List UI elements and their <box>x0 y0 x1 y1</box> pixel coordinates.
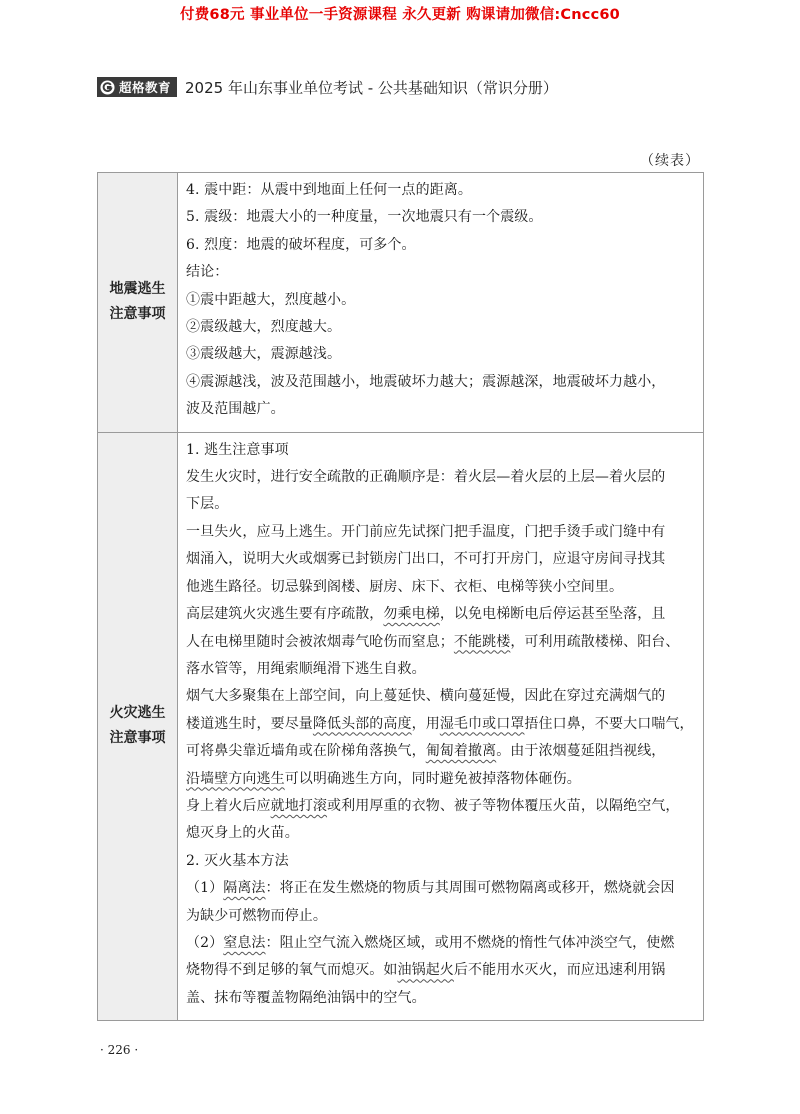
row-label-line: 注意事项 <box>109 730 166 747</box>
text-line: 结论： <box>186 264 229 281</box>
row-label-line: 注意事项 <box>109 306 166 323</box>
text-line: 身上着火后应就地打滚或利用厚重的衣物、被子等物体覆压火苗，以隔绝空气， <box>186 797 680 814</box>
continued-label: （续表） <box>640 153 700 169</box>
emphasized-phrase: 就地打滚 <box>270 797 328 814</box>
text-line: 人在电梯里随时会被浓烟毒气呛伤而窒息；不能跳楼，可利用疏散楼梯、阳台、 <box>186 633 680 650</box>
text-line: 他逃生路径。切忌躲到阁楼、厨房、床下、衣柜、电梯等狭小空间里。 <box>186 578 624 595</box>
text-line: 落水管等，用绳索顺绳滑下逃生自救。 <box>186 660 426 677</box>
emphasized-phrase: 匍匐着撤离 <box>425 743 497 760</box>
row-label-line: 火灾逃生 <box>109 705 166 722</box>
text-line: 下层。 <box>186 496 229 513</box>
text-line: 1. 逃生注意事项 <box>186 441 289 458</box>
row-label-line: 地震逃生 <box>109 281 166 298</box>
emphasized-phrase: 窒息法 <box>223 934 266 951</box>
logo-text: 超格教育 <box>119 80 172 95</box>
text-line: ④震源越浅，波及范围越小，地震破坏力越大；震源越深，地震破坏力越小， <box>186 373 666 390</box>
table-row <box>98 173 704 433</box>
text-line: 楼道逃生时，要尽量降低头部的高度，用湿毛巾或口罩捂住口鼻，不要大口喘气， <box>186 715 694 732</box>
emphasized-phrase: 不能跳楼 <box>453 633 511 650</box>
emphasized-phrase: 湿毛巾或口罩 <box>439 715 525 732</box>
text-line: 烟气大多聚集在上部空间，向上蔓延快、横向蔓延慢，因此在穿过充满烟气的 <box>186 688 666 705</box>
book-title: 2025 年山东事业单位考试 - 公共基础知识（常识分册） <box>185 78 558 97</box>
emphasized-phrase: 隔离法 <box>223 880 266 897</box>
text-line: 烟涌入，说明大火或烟雾已封锁房门出口，不可打开房门，应退守房间寻找其 <box>186 551 666 568</box>
emphasized-phrase: 勿乘电梯 <box>383 606 440 623</box>
text-line: 4. 震中距：从震中到地面上任何一点的距离。 <box>186 182 473 198</box>
text-line: 沿墙壁方向逃生可以明确逃生方向，同时避免被掉落物体砸伤。 <box>186 770 581 787</box>
text-line: 烧物得不到足够的氧气而熄灭。如油锅起火后不能用水灭火，而应迅速利用锅 <box>186 962 666 979</box>
text-line: 5. 震级：地震大小的一种度量，一次地震只有一个震级。 <box>186 209 543 226</box>
text-line: 可将鼻尖靠近墙角或在阶梯角落换气，匍匐着撤离。由于浓烟蔓延阻挡视线， <box>186 743 666 760</box>
row-content-cell <box>178 432 704 1021</box>
emphasized-phrase: 油锅起火 <box>397 962 454 979</box>
text-line: 高层建筑火灾逃生要有序疏散，勿乘电梯，以免电梯断电后停运甚至坠落，且 <box>186 606 666 623</box>
text-line: ②震级越大，烈度越大。 <box>186 319 342 336</box>
text-line: 发生火灾时，进行安全疏散的正确顺序是：着火层—着火层的上层—着火层的 <box>186 469 666 486</box>
text-line: ①震中距越大，烈度越小。 <box>186 291 356 308</box>
row-content-cell <box>178 173 704 433</box>
row-label-cell <box>98 173 178 433</box>
text-line: （1）隔离法：将正在发生燃烧的物质与其周围可燃物隔离或移开，燃烧就会因 <box>186 880 675 897</box>
text-line: 波及范围越广。 <box>186 401 285 418</box>
text-line: 2. 灭火基本方法 <box>186 852 289 869</box>
logo-g-icon <box>100 80 115 95</box>
text-line: （2）窒息法：阻止空气流入燃烧区域，或用不燃烧的惰性气体冲淡空气，使燃 <box>186 934 675 951</box>
knowledge-table <box>97 172 704 1021</box>
text-line: ③震级越大，震源越浅。 <box>186 346 342 363</box>
brand-logo <box>97 77 177 97</box>
emphasized-phrase: 降低头部的高度 <box>312 715 412 732</box>
promo-banner: 付费68元 事业单位一手资源课程 永久更新 购课请加微信:Cncc60 <box>180 7 620 23</box>
page-number: · 226 · <box>100 1043 139 1057</box>
text-line: 盖、抹布等覆盖物隔绝油锅中的空气。 <box>186 989 426 1006</box>
text-line: 熄灭身上的火苗。 <box>186 825 299 842</box>
text-line: 6. 烈度：地震的破坏程度，可多个。 <box>186 236 416 253</box>
emphasized-phrase: 沿墙壁方向逃生 <box>186 770 285 787</box>
text-line: 一旦失火，应马上逃生。开门前应先试探门把手温度，门把手烫手或门缝中有 <box>186 523 666 540</box>
text-line: 为缺少可燃物而停止。 <box>186 907 327 924</box>
row-label-cell <box>98 432 178 1021</box>
page-header <box>97 77 558 97</box>
table-row <box>98 432 704 1021</box>
